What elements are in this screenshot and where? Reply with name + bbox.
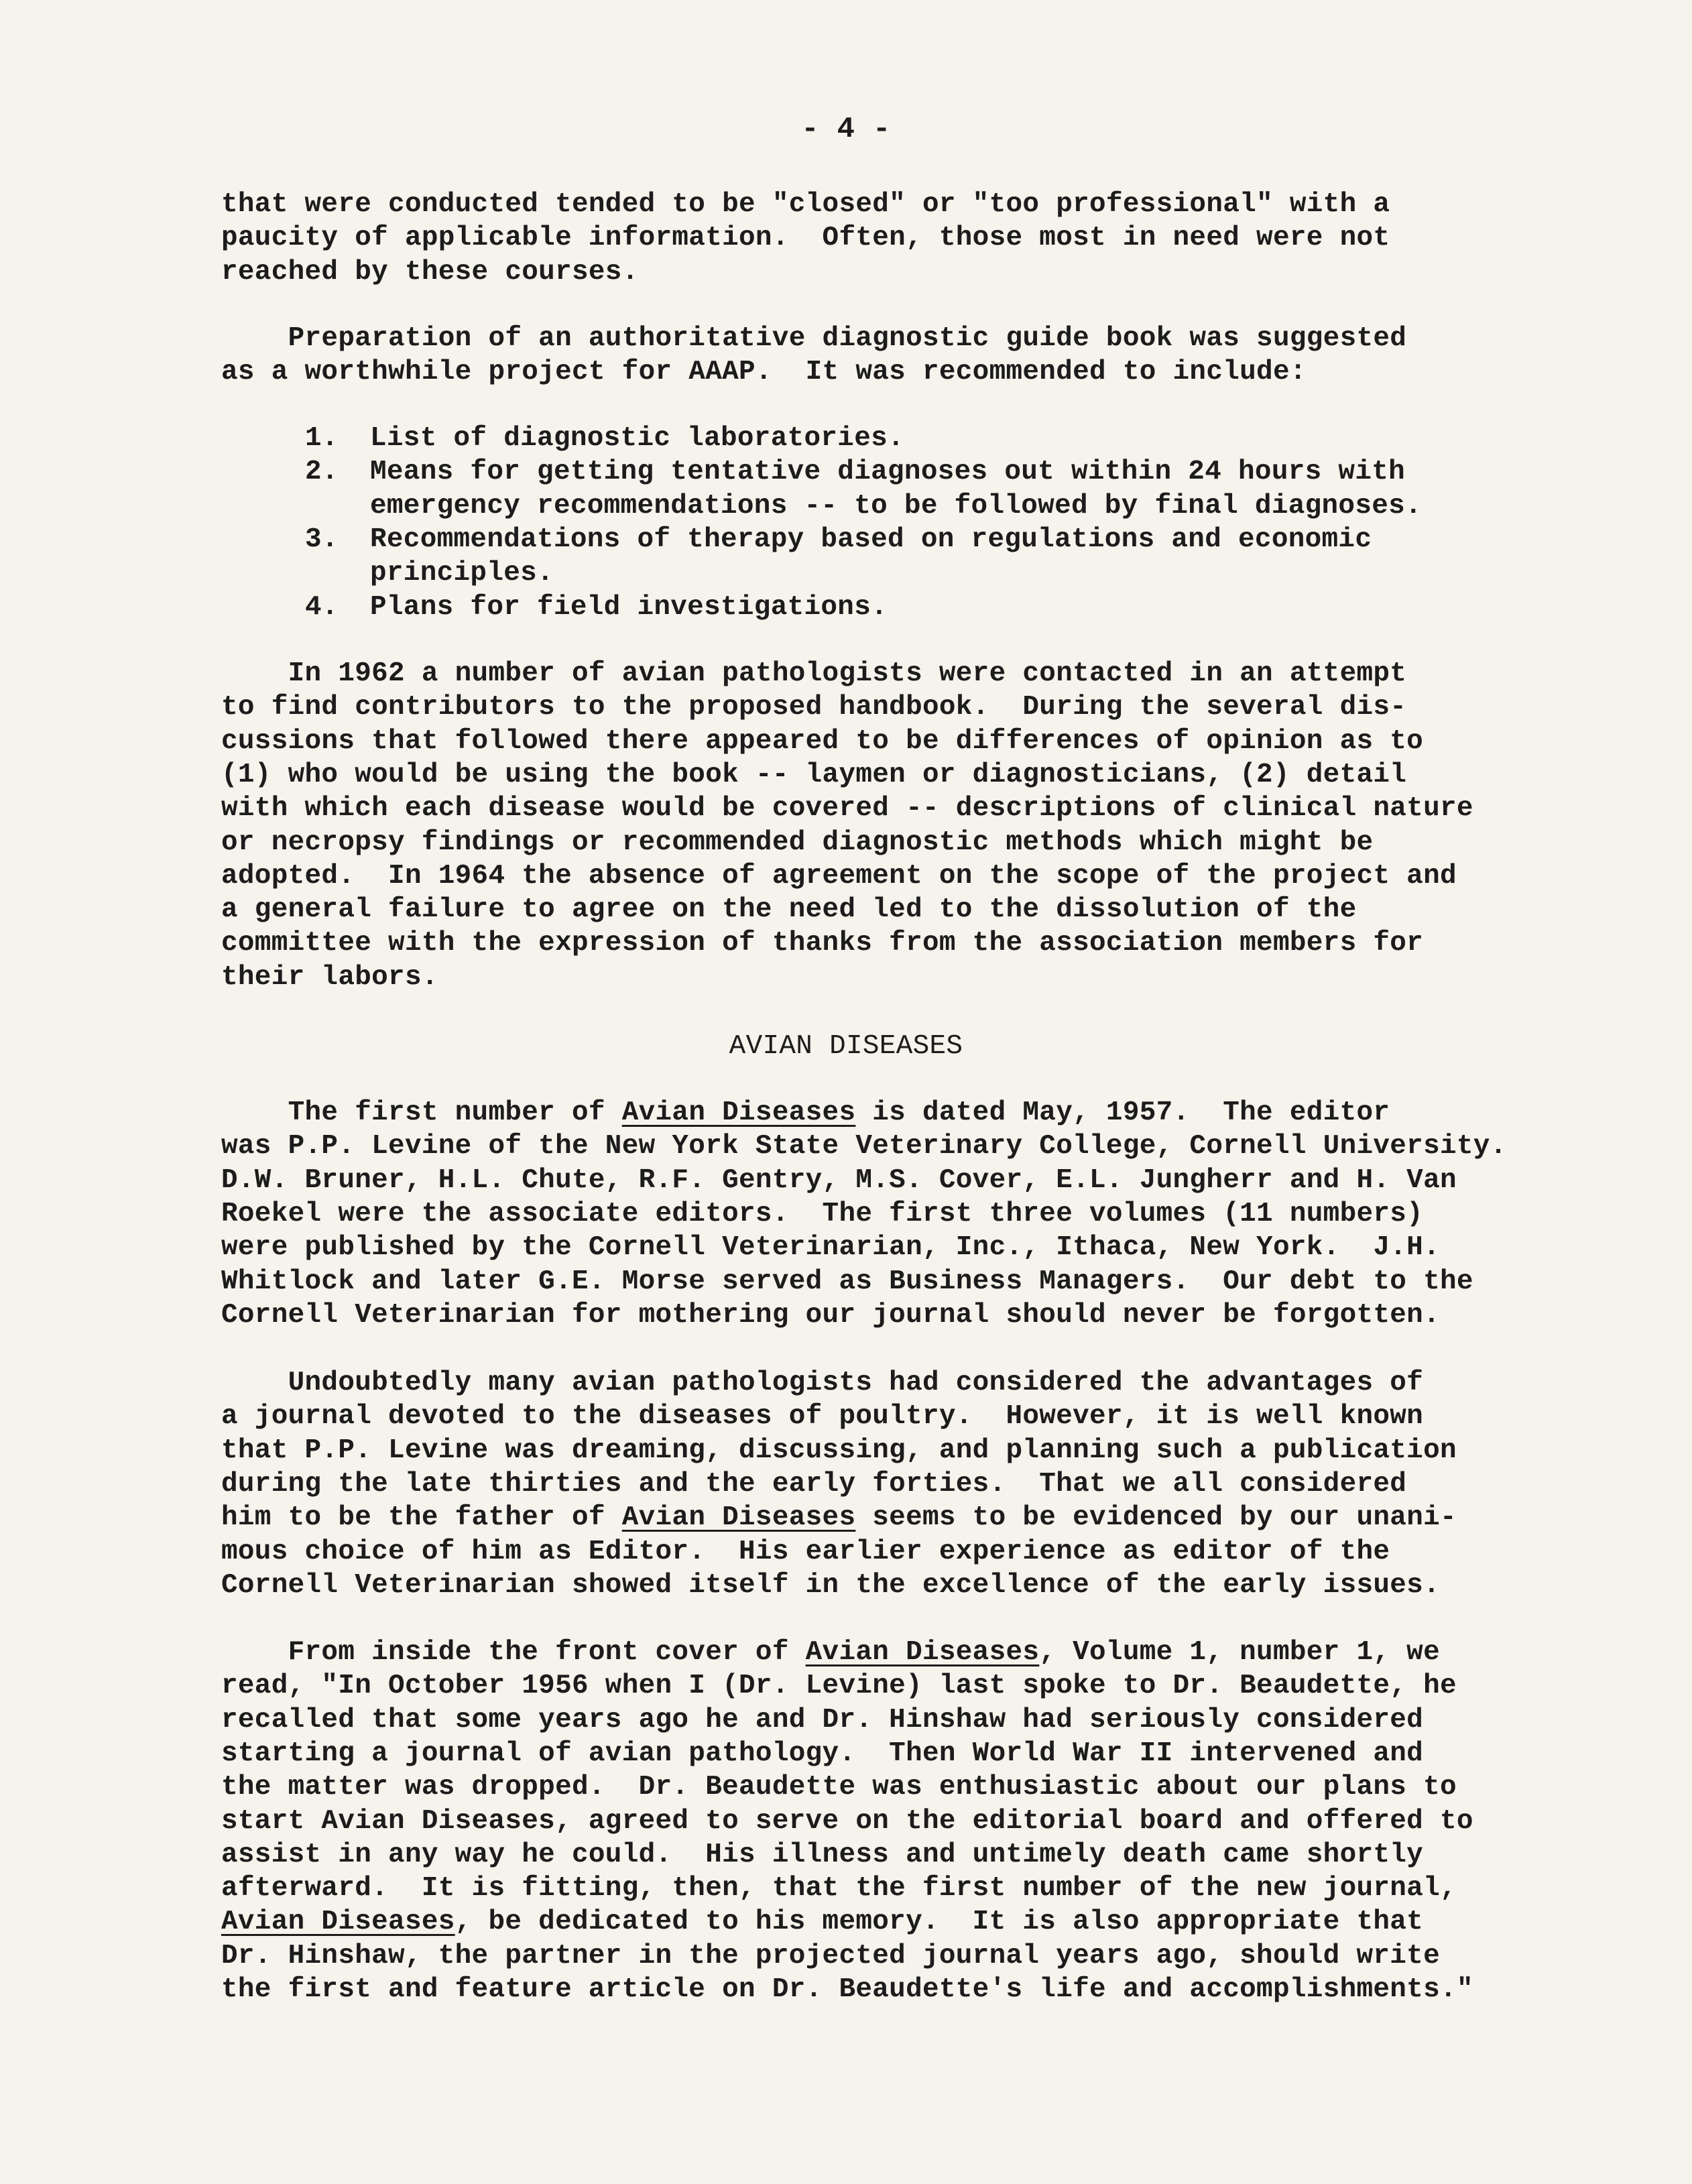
text-line: mous choice of him as Editor. His earlier experience as editor of the: [221, 1536, 1390, 1567]
text-line: were published by the Cornell Veterinarian, Inc., Ithaca, New York. J.H.: [221, 1232, 1440, 1264]
underlined-title: Avian Diseases: [805, 1637, 1040, 1668]
text-line: From inside the front cover of Avian Diseases, Volume 1, number 1, we: [221, 1637, 1440, 1668]
text-line: Whitlock and later G.E. Morse served as Business Managers. Our debt to the: [221, 1266, 1473, 1297]
text-line: was P.P. Levine of the New York State Veterinary College, Cornell University.: [221, 1131, 1507, 1162]
text-line: read, "In October 1956 when I (Dr. Levine) last spoke to Dr. Beaudette, he: [221, 1671, 1457, 1702]
text-line: In 1962 a number of avian pathologists were contacted in an attempt: [221, 658, 1407, 689]
text-line: a general failure to agree on the need led to the dissolution of the: [221, 894, 1357, 926]
text-line: Roekel were the associate editors. The first three volumes (11 numbers): [221, 1198, 1424, 1229]
text-line: to find contributors to the proposed handbook. During the several dis-: [221, 692, 1407, 723]
text-line: the first and feature article on Dr. Beaudette's life and accomplishments.": [221, 1974, 1473, 2005]
text-line: adopted. In 1964 the absence of agreement on the scope of the project and: [221, 860, 1457, 892]
list-item-line: Means for getting tentative diagnoses out within 24 hours with: [370, 457, 1406, 488]
list-number: 2.: [305, 457, 339, 488]
text-line: committee with the expression of thanks from the association members for: [221, 928, 1424, 959]
list-number: 3.: [305, 524, 339, 555]
text-line: during the late thirties and the early forties. That we all considered: [221, 1468, 1407, 1500]
text-line: afterward. It is fitting, then, that the first number of the new journal,: [221, 1873, 1457, 1904]
text-line: or necropsy findings or recommended diagnostic methods which might be: [221, 827, 1374, 858]
text-line: the matter was dropped. Dr. Beaudette was enthusiastic about our plans to: [221, 1772, 1457, 1803]
text-line: a journal devoted to the diseases of poultry. However, it is well known: [221, 1401, 1424, 1433]
text-line: paucity of applicable information. Often, those most in need were not: [221, 223, 1390, 254]
page-number: - 4 -: [801, 113, 891, 146]
text-line: cussions that followed there appeared to be differences of opinion as to: [221, 725, 1424, 757]
text-line: Cornell Veterinarian showed itself in the excellence of the early issues.: [221, 1569, 1440, 1601]
text-line: Dr. Hinshaw, the partner in the projected journal years ago, should write: [221, 1940, 1440, 1971]
underlined-title: Avian Diseases: [221, 1906, 455, 1938]
text-line: reached by these courses.: [221, 256, 639, 288]
text-line: assist in any way he could. His illness and untimely death came shortly: [221, 1839, 1424, 1870]
text-line: that were conducted tended to be "closed" or "too professional" with a: [221, 189, 1390, 220]
text-line: that P.P. Levine was dreaming, discussing, and planning such a publication: [221, 1435, 1457, 1466]
underlined-title: Avian Diseases: [621, 1097, 856, 1128]
text-line: recalled that some years ago he and Dr. Hinshaw had seriously considered: [221, 1704, 1424, 1736]
list-number: 1.: [305, 423, 339, 454]
list-item-line: principles.: [370, 558, 554, 589]
text-line: start Avian Diseases, agreed to serve on the editorial board and offered to: [221, 1805, 1473, 1837]
text-line: (1) who would be using the book -- laymen or diagnosticians, (2) detail: [221, 759, 1407, 790]
section-heading: AVIAN DISEASES: [729, 1031, 963, 1062]
text-line: The first number of Avian Diseases is dated May, 1957. The editor: [221, 1097, 1390, 1128]
list-item-line: List of diagnostic laboratories.: [370, 423, 904, 454]
list-item-line: Recommendations of therapy based on regulations and economic: [370, 524, 1372, 555]
text-line: Undoubtedly many avian pathologists had considered the advantages of: [221, 1368, 1424, 1398]
list-number: 4.: [305, 591, 339, 623]
text-line: Avian Diseases, be dedicated to his memory. It is also appropriate that: [221, 1906, 1424, 1938]
text-line: D.W. Bruner, H.L. Chute, R.F. Gentry, M.S. Cover, E.L. Jungherr and H. Van: [221, 1164, 1457, 1196]
text-line: as a worthwhile project for AAAP. It was recommended to include:: [221, 357, 1307, 388]
text-line: Preparation of an authoritative diagnostic guide book was suggested: [221, 323, 1407, 354]
list-item-line: emergency recommendations -- to be followed by final diagnoses.: [370, 490, 1422, 522]
text-line: with which each disease would be covered -- descriptions of clinical nature: [221, 793, 1473, 825]
text-line: their labors.: [221, 961, 438, 993]
text-line: starting a journal of avian pathology. Then World War II intervened and: [221, 1738, 1424, 1769]
text-line: Cornell Veterinarian for mothering our journal should never be forgotten.: [221, 1299, 1440, 1331]
list-item-line: Plans for field investigations.: [370, 591, 888, 623]
underlined-title: Avian Diseases: [621, 1502, 856, 1534]
text-line: him to be the father of Avian Diseases seems to be evidenced by our unani-: [221, 1502, 1457, 1534]
